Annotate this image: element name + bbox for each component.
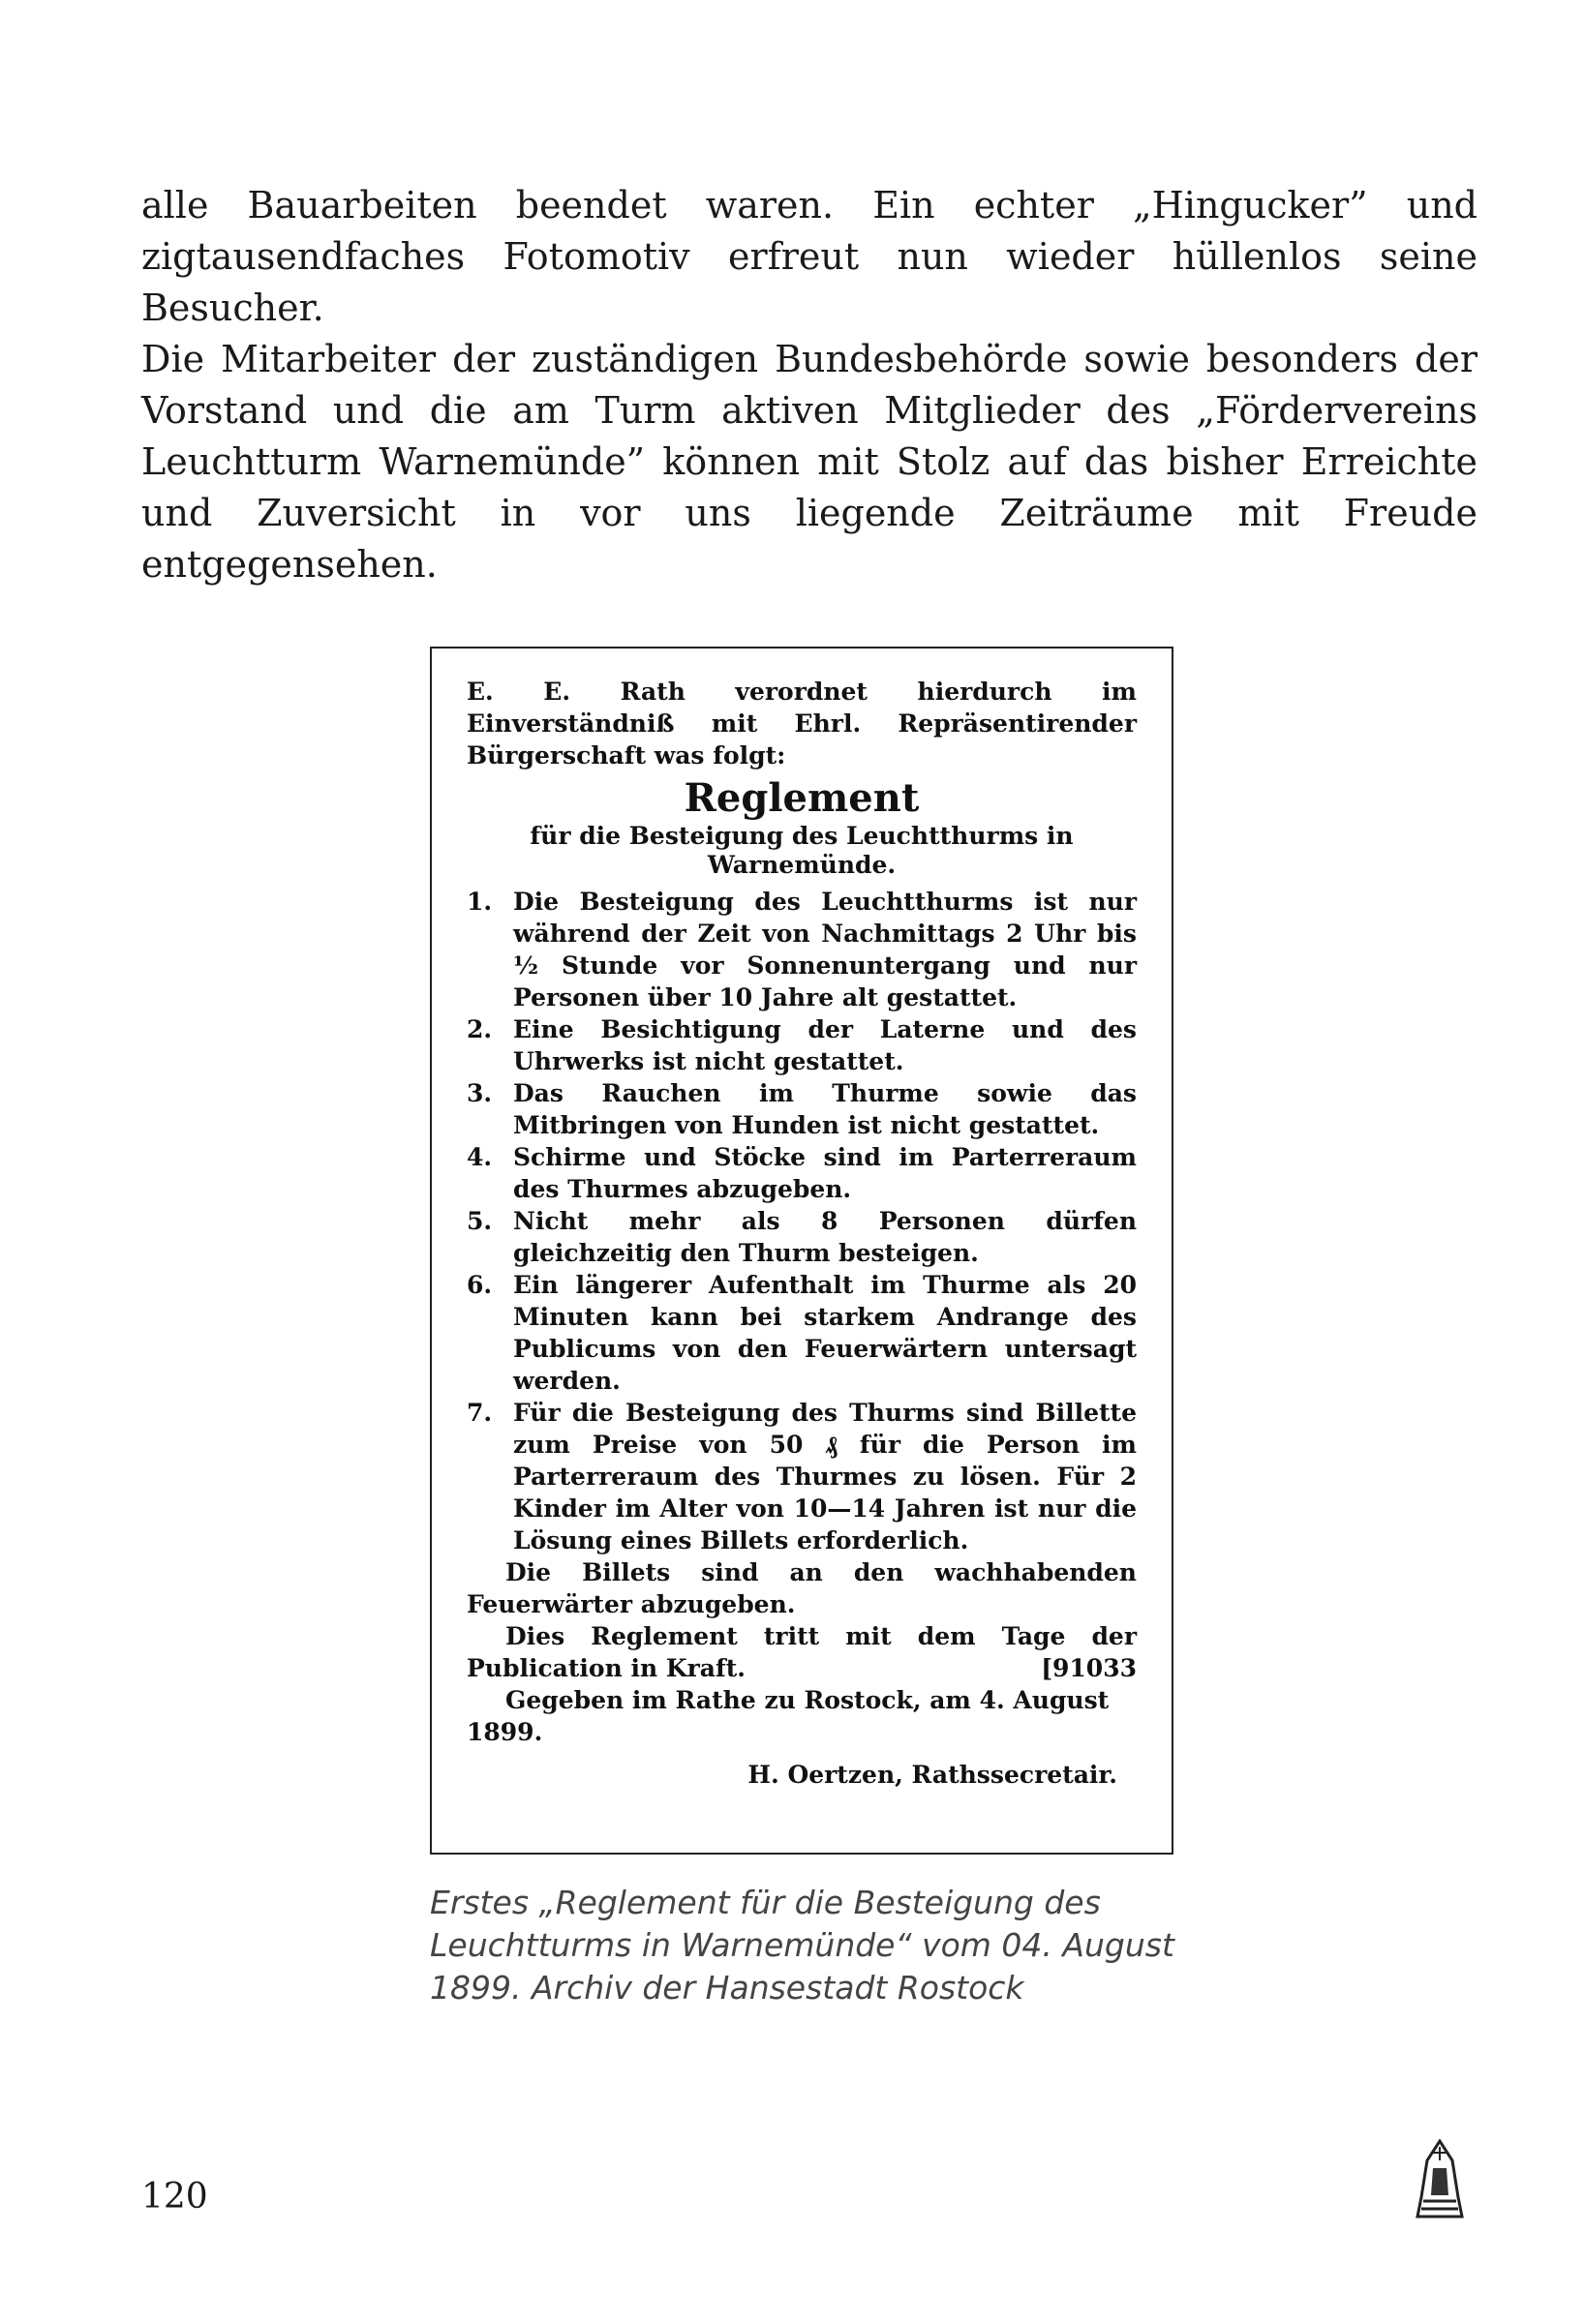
- body-paragraph: alle Bauarbeiten beendet waren. Ein echter „Hingucker” und zigtausendfaches Fotomotiv erfreut nun wieder hüllenlos seine Besucher.: [141, 184, 1477, 329]
- date-line: Gegeben im Rathe zu Rostock, am 4. August 1899.: [467, 1686, 1110, 1746]
- rule-number: 7.: [467, 1399, 493, 1427]
- rule-number: 3.: [467, 1079, 493, 1107]
- rule-text: Schirme und Stöcke sind im Parterreraum des Thurmes abzugeben.: [513, 1143, 1137, 1203]
- rule-item: [467, 1013, 1137, 1077]
- rule-text: Ein längerer Aufenthalt im Thurme als 20 Minuten kann bei starkem Andrange des Publicums von den Feuerwärtern untersagt werden.: [513, 1271, 1137, 1395]
- rule-text: Eine Besichtigung der Laterne und des Uhrwerks ist nicht gestattet.: [513, 1015, 1137, 1075]
- page-number: 120: [141, 2177, 208, 2217]
- closing-paragraph: [467, 1620, 1137, 1684]
- rule-text: Nicht mehr als 8 Personen dürfen gleichzeitig den Thurm besteigen.: [513, 1207, 1137, 1267]
- reference-number: [91033: [1041, 1654, 1137, 1682]
- rule-item: [467, 886, 1137, 1013]
- closing-text: Dies Reglement tritt mit dem Tage der Publication in Kraft.: [467, 1622, 1137, 1682]
- signature: H. Oertzen, Rathssecretair.: [747, 1761, 1117, 1789]
- rule-number: 2.: [467, 1015, 493, 1043]
- rules-list: [467, 886, 1137, 1556]
- rule-item: [467, 1141, 1137, 1205]
- rule-text: Die Besteigung des Leuchtthurms ist nur während der Zeit von Nachmittags 2 Uhr bis ½ Stunde vor Sonnenuntergang und nur Personen über 10 Jahre alt gestattet.: [513, 888, 1137, 1011]
- body-paragraph: Die Mitarbeiter der zuständigen Bundesbehörde sowie besonders der Vorstand und die am Turm aktiven Mitglieder des „Fördervereins Leuchtturm Warnemünde” können mit Stolz auf das bisher Erreichte und Zuversicht in vor uns liegende Zeiträume mit Freude entgegensehen.: [141, 338, 1477, 586]
- document-intro: E. E. Rath verordnet hierdurch im Einverständniß mit Ehrl. Repräsentirender Bürgerschaft was folgt:: [467, 678, 1137, 770]
- rule-text: Für die Besteigung des Thurms sind Billette zum Preise von 50 ₰ für die Person im Parterreraum des Thurmes zu lösen. Für 2 Kinder im Alter von 10—14 Jahren ist nur die Lösung eines Billets erforderlich.: [513, 1399, 1137, 1554]
- rule-item: [467, 1205, 1137, 1269]
- lighthouse-emblem-icon: [1414, 2139, 1466, 2220]
- historic-document-image: [430, 647, 1173, 1855]
- document-title: Reglement: [684, 775, 920, 821]
- rule-number: 1.: [467, 888, 493, 916]
- document-subtitle: für die Besteigung des Leuchtthurms in Warnemünde.: [530, 822, 1074, 879]
- rule-text: Das Rauchen im Thurme sowie das Mitbringen von Hunden ist nicht gestattet.: [513, 1079, 1137, 1139]
- image-caption: Erstes „Reglement für die Besteigung des Leuchtturms in Warnemünde“ vom 04. August 1899. Archiv der Hansestadt Rostock: [430, 1884, 1174, 2007]
- rule-item: [467, 1077, 1137, 1141]
- rule-item: [467, 1269, 1137, 1397]
- rule-number: 5.: [467, 1207, 493, 1235]
- rule-number: 6.: [467, 1271, 493, 1299]
- body-text: [141, 180, 1477, 590]
- closing-paragraph: Die Billets sind an den wachhabenden Feuerwärter abzugeben.: [467, 1558, 1137, 1618]
- rule-number: 4.: [467, 1143, 493, 1171]
- document-content: [467, 676, 1137, 1833]
- rule-item: [467, 1397, 1137, 1556]
